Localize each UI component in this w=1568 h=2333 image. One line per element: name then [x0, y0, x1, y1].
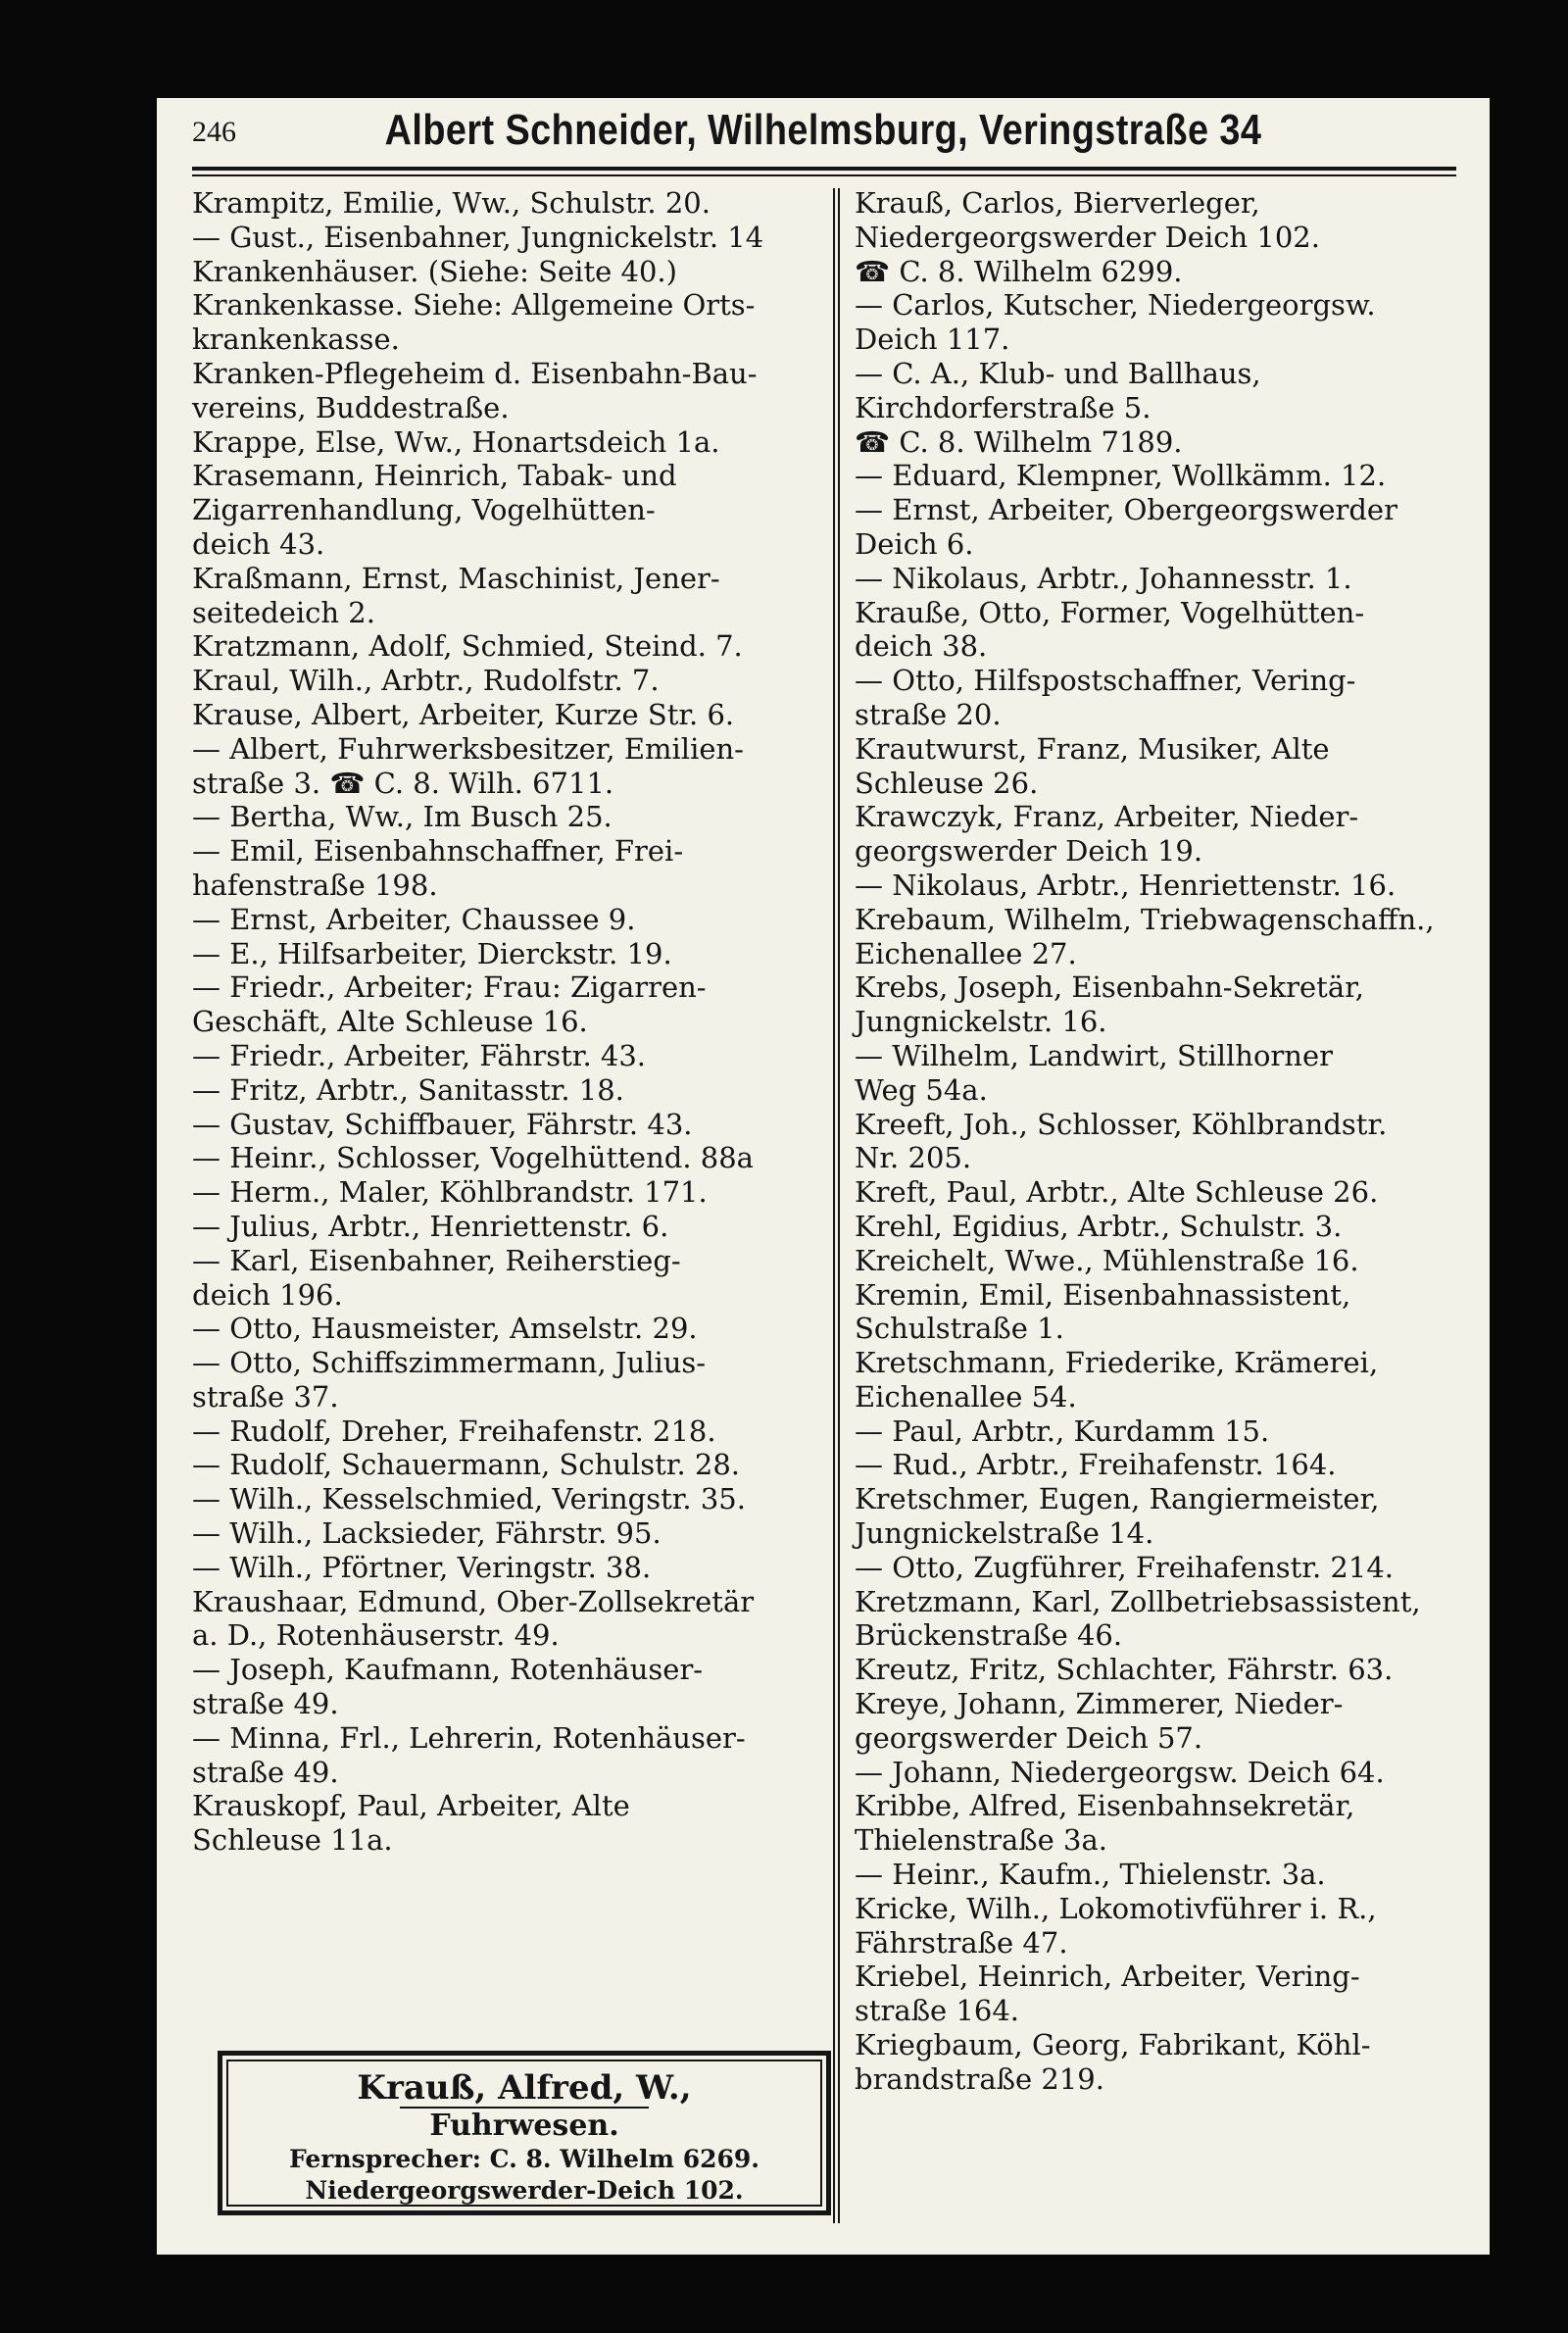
directory-line: Niedergeorgswerder Deich 102.: [855, 220, 1320, 254]
directory-line: Deich 117.: [855, 323, 1010, 357]
directory-line: georgswerder Deich 19.: [855, 834, 1203, 869]
directory-line: Krankenkasse. Siehe: Allgemeine Orts-: [192, 288, 756, 323]
directory-line: Jungnickelstraße 14.: [855, 1516, 1154, 1551]
directory-line: — Gust., Eisenbahner, Jungnickelstr. 14: [192, 220, 764, 254]
directory-line: Eichenallee 54.: [855, 1379, 1077, 1414]
directory-line: Nr. 205.: [855, 1141, 972, 1175]
directory-line: Kricke, Wilh., Lokomotivführer i. R.,: [855, 1891, 1377, 1925]
directory-line: — Bertha, Ww., Im Busch 25.: [192, 800, 612, 834]
directory-line: — Wilh., Pförtner, Veringstr. 38.: [192, 1550, 652, 1584]
directory-line: — Friedr., Arbeiter, Fährstr. 43.: [192, 1038, 647, 1072]
directory-line: deich 38.: [855, 629, 988, 664]
directory-line: Geschäft, Alte Schleuse 16.: [192, 1005, 588, 1039]
directory-line: Kretschmann, Friederike, Krämerei,: [855, 1346, 1379, 1380]
directory-line: Kreutz, Fritz, Schlachter, Fährstr. 63.: [855, 1653, 1394, 1687]
directory-line: — Rudolf, Schauermann, Schulstr. 28.: [192, 1448, 741, 1482]
directory-line: deich 196.: [192, 1277, 343, 1312]
header-rule-thick: [192, 167, 1456, 171]
directory-line: Krebaum, Wilhelm, Triebwagenschaffn.,: [855, 902, 1435, 936]
directory-line: Kreeft, Joh., Schlosser, Köhlbrandstr.: [855, 1107, 1388, 1141]
advertisement-box: [218, 2051, 831, 2215]
left-column: [192, 186, 819, 1858]
directory-line: Kribbe, Alfred, Eisenbahnsekretär,: [855, 1789, 1355, 1823]
column-divider: [833, 188, 840, 2223]
directory-line: Weg 54a.: [855, 1072, 988, 1107]
directory-line: Krankenhäuser. (Siehe: Seite 40.): [192, 254, 677, 288]
directory-line: — Nikolaus, Arbtr., Johannesstr. 1.: [855, 561, 1352, 595]
ad-name: Krauß, Alfred, W.,: [357, 2068, 692, 2108]
directory-line: Krauskopf, Paul, Arbeiter, Alte: [192, 1789, 630, 1823]
directory-line: — Rudolf, Dreher, Freihafenstr. 218.: [192, 1414, 716, 1448]
directory-line: — Minna, Frl., Lehrerin, Rotenhäuser-: [192, 1720, 746, 1755]
directory-line: — Johann, Niedergeorgsw. Deich 64.: [855, 1755, 1385, 1789]
directory-line: Kreye, Johann, Zimmerer, Nieder-: [855, 1687, 1344, 1721]
directory-line: Krehl, Egidius, Arbtr., Schulstr. 3.: [855, 1209, 1343, 1243]
ad-phone: Fernsprecher: C. 8. Wilhelm 6269.: [289, 2145, 760, 2173]
directory-line: Kriegbaum, Georg, Fabrikant, Köhl-: [855, 2028, 1371, 2062]
directory-line: — Otto, Hilfspostschaffner, Vering-: [855, 664, 1356, 698]
directory-line: — Karl, Eisenbahner, Reiherstieg-: [192, 1243, 681, 1277]
directory-line: Schleuse 11a.: [192, 1823, 393, 1858]
directory-line: Eichenallee 27.: [855, 936, 1077, 970]
directory-line: brandstraße 219.: [855, 2061, 1104, 2096]
directory-line: — Ernst, Arbeiter, Obergeorgswerder: [855, 493, 1397, 527]
directory-line: Krebs, Joseph, Eisenbahn-Sekretär,: [855, 970, 1365, 1005]
directory-line: — Carlos, Kutscher, Niedergeorgsw.: [855, 288, 1376, 323]
directory-line: krankenkasse.: [192, 323, 400, 357]
directory-line: — C. A., Klub- und Ballhaus,: [855, 356, 1261, 390]
directory-line: — Rud., Arbtr., Freihafenstr. 164.: [855, 1448, 1337, 1482]
directory-line: — Paul, Arbtr., Kurdamm 15.: [855, 1414, 1270, 1448]
directory-line: Kraul, Wilh., Arbtr., Rudolfstr. 7.: [192, 664, 660, 698]
directory-line: Kriebel, Heinrich, Arbeiter, Vering-: [855, 1960, 1360, 1994]
directory-line: — Wilh., Lacksieder, Fährstr. 95.: [192, 1516, 662, 1551]
directory-line: Fährstraße 47.: [855, 1925, 1068, 1960]
directory-line: — Nikolaus, Arbtr., Henriettenstr. 16.: [855, 868, 1396, 902]
directory-line: — Wilh., Kesselschmied, Veringstr. 35.: [192, 1482, 746, 1516]
directory-line: — Wilhelm, Landwirt, Stillhorner: [855, 1038, 1334, 1072]
directory-line: — Otto, Hausmeister, Amselstr. 29.: [192, 1312, 698, 1346]
directory-line: Deich 6.: [855, 526, 974, 561]
directory-line: — Otto, Zugführer, Freihafenstr. 214.: [855, 1550, 1394, 1584]
directory-line: georgswerder Deich 57.: [855, 1720, 1203, 1755]
directory-line: Brückenstraße 46.: [855, 1618, 1123, 1653]
directory-line: straße 164.: [855, 1994, 1020, 2028]
directory-line: — Ernst, Arbeiter, Chaussee 9.: [192, 902, 636, 936]
directory-line: Kretschmer, Eugen, Rangiermeister,: [855, 1482, 1380, 1516]
directory-line: hafenstraße 198.: [192, 868, 438, 902]
directory-line: deich 43.: [192, 526, 325, 561]
directory-line: straße 49.: [192, 1755, 339, 1789]
directory-line: straße 20.: [855, 697, 1002, 731]
directory-line: Kreichelt, Wwe., Mühlenstraße 16.: [855, 1243, 1359, 1277]
directory-line: — Heinr., Schlosser, Vogelhüttend. 88a: [192, 1141, 754, 1175]
directory-line: Kraushaar, Edmund, Ober-Zollsekretär: [192, 1584, 755, 1618]
page-title: Albert Schneider, Wilhelmsburg, Veringstraße 34: [384, 106, 1262, 154]
directory-line: Krauße, Otto, Former, Vogelhütten-: [855, 595, 1365, 629]
directory-line: a. D., Rotenhäuserstr. 49.: [192, 1618, 560, 1653]
directory-line: Krappe, Else, Ww., Honartsdeich 1a.: [192, 424, 720, 459]
header-rule-thin: [192, 174, 1456, 176]
directory-line: ☎ C. 8. Wilhelm 6299.: [855, 254, 1183, 288]
directory-line: Jungnickelstr. 16.: [855, 1005, 1107, 1039]
directory-line: — Joseph, Kaufmann, Rotenhäuser-: [192, 1653, 704, 1687]
directory-line: Kretzmann, Karl, Zollbetriebsassistent,: [855, 1584, 1421, 1618]
directory-line: Krampitz, Emilie, Ww., Schulstr. 20.: [192, 186, 710, 220]
directory-line: Krawczyk, Franz, Arbeiter, Nieder-: [855, 800, 1359, 834]
directory-line: — Otto, Schiffszimmermann, Julius-: [192, 1346, 707, 1380]
right-column: [855, 186, 1452, 2097]
directory-line: vereins, Buddestraße.: [192, 390, 510, 424]
directory-line: Kirchdorferstraße 5.: [855, 390, 1152, 424]
directory-line: straße 3. ☎ C. 8. Wilh. 6711.: [192, 766, 614, 800]
directory-line: straße 49.: [192, 1687, 339, 1721]
directory-line: seitedeich 2.: [192, 595, 375, 629]
directory-line: straße 37.: [192, 1379, 339, 1414]
directory-line: — Emil, Eisenbahnschaffner, Frei-: [192, 834, 684, 869]
directory-line: Kremin, Emil, Eisenbahnassistent,: [855, 1277, 1351, 1312]
directory-line: Kraßmann, Ernst, Maschinist, Jener-: [192, 561, 720, 595]
ad-trade: Fuhrwesen.: [400, 2107, 648, 2144]
directory-line: — Fritz, Arbtr., Sanitasstr. 18.: [192, 1072, 624, 1107]
directory-line: — E., Hilfsarbeiter, Dierckstr. 19.: [192, 936, 672, 970]
directory-line: Krautwurst, Franz, Musiker, Alte: [855, 731, 1330, 766]
directory-line: — Albert, Fuhrwerksbesitzer, Emilien-: [192, 731, 744, 766]
directory-line: Kranken-Pflegeheim d. Eisenbahn-Bau-: [192, 356, 758, 390]
directory-line: Thielenstraße 3a.: [855, 1823, 1107, 1858]
directory-line: — Julius, Arbtr., Henriettenstr. 6.: [192, 1209, 669, 1243]
page-header: [157, 98, 1490, 186]
directory-page: [157, 98, 1490, 2255]
directory-line: Kreft, Paul, Arbtr., Alte Schleuse 26.: [855, 1175, 1379, 1210]
directory-line: — Gustav, Schiffbauer, Fährstr. 43.: [192, 1107, 693, 1141]
directory-line: Schulstraße 1.: [855, 1312, 1064, 1346]
directory-line: — Friedr., Arbeiter; Frau: Zigarren-: [192, 970, 707, 1005]
directory-line: Schleuse 26.: [855, 766, 1039, 800]
page-number: 246: [192, 116, 236, 148]
directory-line: Kratzmann, Adolf, Schmied, Steind. 7.: [192, 629, 743, 664]
directory-line: — Heinr., Kaufm., Thielenstr. 3a.: [855, 1858, 1326, 1892]
directory-line: Krauß, Carlos, Bierverleger,: [855, 186, 1260, 220]
directory-line: Krasemann, Heinrich, Tabak- und: [192, 459, 677, 493]
directory-line: — Herm., Maler, Köhlbrandstr. 171.: [192, 1175, 708, 1210]
ad-address: Niedergeorgswerder-Deich 102.: [305, 2176, 744, 2205]
directory-line: Krause, Albert, Arbeiter, Kurze Str. 6.: [192, 697, 735, 731]
directory-line: Zigarrenhandlung, Vogelhütten-: [192, 493, 656, 527]
directory-line: — Eduard, Klempner, Wollkämm. 12.: [855, 459, 1387, 493]
directory-line: ☎ C. 8. Wilhelm 7189.: [855, 424, 1183, 459]
